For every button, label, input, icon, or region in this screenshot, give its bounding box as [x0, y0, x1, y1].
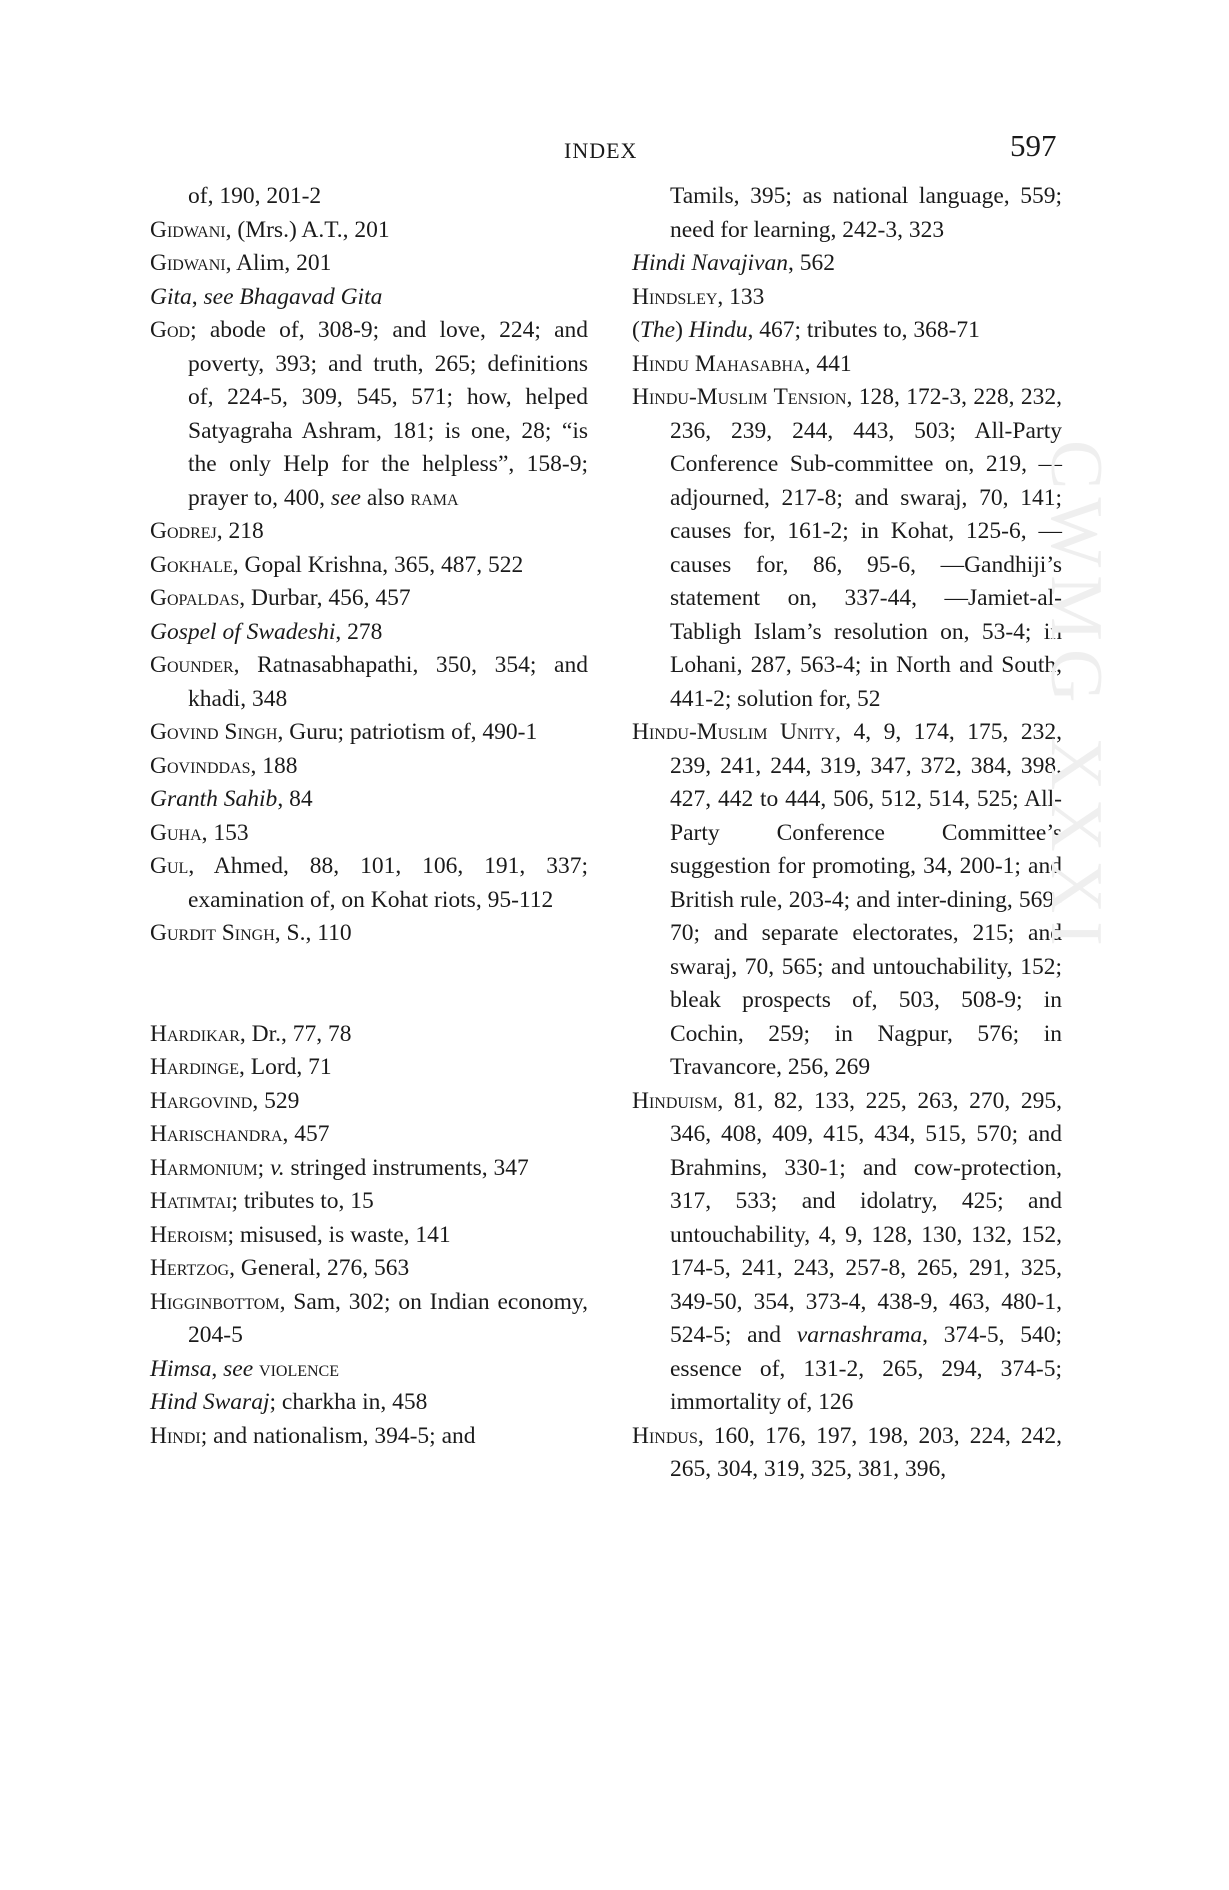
index-entry: [150, 582, 588, 616]
entry-heading: Gounder: [150, 652, 234, 678]
entry-italic: Himsa: [150, 1355, 212, 1382]
entry-heading: Harischandra: [150, 1121, 283, 1147]
entry-italic: see: [330, 484, 361, 511]
entry-text: , 4, 9, 174, 175, 232, 239, 241, 244, 319, 347, 372, 384, 398, 427, 442 to 444, 506, 512, 514, 525; All-Party Conference Committee’s suggestion for promoting, 34, 200-1; and British rule, 203-4; and inter-dining, 569-70; and separate electorates, 215; and swaraj, 70, 565; and untouchability, 152; bleak prospects of, 503, 508-9; in Cochin, 259; in Nagpur, 576; in Travancore, 256, 269: [670, 719, 1062, 1080]
entry-text: , Gopal Krishna, 365, 487, 522: [232, 551, 524, 578]
index-entry: [150, 1219, 588, 1253]
entry-text: , 374-5, 540; essence of, 131-2, 265, 294, 374-5; immortality of, 126: [670, 1322, 1062, 1415]
index-entry: [150, 1118, 588, 1152]
entry-italic: Hind Swaraj: [150, 1389, 270, 1415]
entry-text: ;: [257, 1154, 271, 1181]
index-entry: [632, 180, 1062, 247]
entry-text: , 278: [335, 618, 383, 645]
entry-text: , Durbar, 456, 457: [239, 585, 411, 611]
entry-heading: rama: [410, 484, 459, 511]
entry-heading: Hindu Mahasabha: [632, 350, 805, 377]
index-entry: [150, 1018, 588, 1052]
index-entry: [150, 1286, 588, 1353]
entry-heading: Govinddas: [150, 752, 251, 779]
entry-italic: Granth Sahib: [150, 786, 278, 812]
entry-heading: Hardikar: [150, 1020, 240, 1047]
entry-heading: God: [150, 317, 191, 343]
index-entry: [150, 1386, 588, 1420]
index-entry: [632, 1420, 1062, 1487]
index-entry: [150, 1051, 588, 1085]
entry-text: ; abode of, 308-9; and love, 224; and poverty, 393; and truth, 265; definitions of, 224-5, 309, 545, 571; how, helped Satyagraha Ashram, 181; is one, 28; “is the only Help for the helpless”, 158-9; prayer to, 400,: [188, 317, 588, 511]
index-entry: [632, 348, 1062, 382]
index-entry: [150, 314, 588, 515]
entry-text: , 84: [277, 786, 313, 812]
index-entry: [150, 1252, 588, 1286]
entry-text: , General, 276, 563: [229, 1255, 410, 1281]
entry-heading: Hindus: [632, 1422, 698, 1449]
entry-text: , 441: [804, 350, 852, 377]
section-gap: [150, 951, 588, 1018]
entry-text: (: [632, 317, 640, 343]
index-entry: [150, 214, 588, 248]
page-header: [0, 128, 1229, 168]
index-entry: [632, 314, 1062, 348]
page-number: 597: [1010, 128, 1057, 163]
entry-text: , 218: [216, 518, 264, 544]
entry-text: , Alim, 201: [225, 250, 332, 276]
entry-heading: Harmonium: [150, 1154, 258, 1181]
entry-italic: see: [223, 1355, 254, 1382]
entry-text: , (Mrs.) A.T., 201: [225, 216, 390, 243]
index-entry: [150, 783, 588, 817]
entry-text: , S., 110: [274, 920, 352, 946]
entry-italic: Hindu: [688, 317, 748, 343]
entry-text: ; misused, is waste, 141: [227, 1221, 451, 1248]
left-column: [150, 180, 588, 1453]
entry-heading: Higginbottom: [150, 1288, 280, 1315]
entry-text: of, 190, 201-2: [188, 183, 322, 209]
watermark: CWMG XXXI: [1035, 440, 1117, 954]
entry-heading: Gidwani: [150, 250, 226, 276]
index-entry: [150, 1152, 588, 1186]
entry-text: , 128, 172-3, 228, 232, 236, 239, 244, 443, 503; All-Party Conference Sub-committee on, 219, —adjourned, 217-8; and swaraj, 70, 141; causes for, 161-2; in Kohat, 125-6, —causes for, 86, 95-6, —Gandhiji’s statement on, 337-44, —Jamiet-al-Tabligh Islam’s resolution on, 53-4; in Lohani, 287, 563-4; in North and South, 441-2; solution for, 52: [670, 384, 1063, 712]
entry-heading: Govind Singh: [150, 719, 278, 745]
entry-text: , 562: [788, 250, 835, 276]
running-title: INDEX: [564, 138, 638, 163]
entry-text: , Ahmed, 88, 101, 106, 191, 337; examination of, on Kohat riots, 95-112: [188, 853, 588, 913]
entry-text: , Ratnasabhapathi, 350, 354; and khadi, 348: [188, 652, 588, 712]
entry-text: ,: [211, 1355, 224, 1382]
entry-heading: Hindsley: [632, 283, 718, 310]
entry-heading: Hertzog: [150, 1255, 230, 1281]
index-entry: [150, 281, 588, 315]
entry-italic: The: [639, 317, 676, 343]
index-entry: [150, 1420, 588, 1454]
entry-text: also: [360, 484, 411, 511]
entry-heading: Gidwani: [150, 216, 226, 243]
entry-text: , 188: [250, 752, 298, 779]
entry-heading: violence: [259, 1355, 339, 1382]
entry-text: ): [675, 317, 689, 343]
index-entry: [632, 1085, 1062, 1420]
index-entry: [632, 381, 1062, 716]
index-entry: [150, 1353, 588, 1387]
entry-heading: Gul: [150, 853, 189, 879]
entry-heading: Hardinge: [150, 1054, 239, 1080]
entry-italic: v.: [270, 1154, 285, 1181]
index-entry: [150, 247, 588, 281]
entry-text: stringed instruments, 347: [284, 1154, 529, 1181]
entry-text: , 160, 176, 197, 198, 203, 224, 242, 265, 304, 319, 325, 381, 396,: [670, 1422, 1062, 1482]
entry-text: ; tributes to, 15: [231, 1188, 374, 1214]
index-entry: [632, 716, 1062, 1085]
entry-heading: Gurdit Singh: [150, 920, 275, 946]
index-entry: [150, 180, 588, 214]
entry-text: , Lord, 71: [238, 1054, 332, 1080]
index-entry: [150, 817, 588, 851]
entry-italic: see Bhagavad Gita: [203, 283, 383, 310]
entry-heading: Hargovind: [150, 1087, 253, 1114]
entry-text: , 467; tributes to, 368-71: [747, 317, 980, 343]
index-entry: [150, 850, 588, 917]
index-entry: [150, 917, 588, 951]
entry-heading: Gopaldas: [150, 585, 240, 611]
entry-italic: Gospel of Swadeshi: [150, 618, 336, 645]
entry-heading: Godrej: [150, 518, 217, 544]
entry-heading: Heroism: [150, 1221, 228, 1248]
entry-heading: Hindu-Muslim Tension: [632, 384, 847, 410]
entry-text: Tamils, 395; as national language, 559; need for learning, 242-3, 323: [670, 183, 1062, 243]
entry-text: , Dr., 77, 78: [239, 1020, 352, 1047]
entry-text: , 81, 82, 133, 225, 263, 270, 295, 346, 408, 409, 415, 434, 515, 570; and Brahmins, 330-1; and cow-protection, 317, 533; and idolatry, 425; and untouchability, 4, 9, 128, 130, 132, 152, 174-5, 241, 243, 257-8, 265, 291, 325, 349-50, 354, 373-4, 438-9, 463, 480-1, 524-5; and: [670, 1087, 1062, 1348]
index-entry: [150, 549, 588, 583]
entry-heading: Guha: [150, 819, 202, 846]
entry-heading: Hindu-Muslim Unity: [632, 719, 836, 745]
entry-text: , 133: [717, 283, 765, 310]
entry-text: , 153: [201, 819, 249, 846]
index-entry: [150, 616, 588, 650]
index-entry: [150, 1085, 588, 1119]
entry-italic: varnashrama: [796, 1322, 923, 1348]
entry-text: , 529: [252, 1087, 300, 1114]
entry-text: , Guru; patriotism of, 490-1: [277, 719, 538, 745]
index-entry: [632, 247, 1062, 281]
entry-text: ,: [191, 283, 204, 310]
index-entry: [150, 716, 588, 750]
entry-heading: Gokhale: [150, 551, 233, 578]
index-entry: [150, 750, 588, 784]
entry-text: ; and nationalism, 394-5; and: [200, 1422, 476, 1449]
index-entry: [150, 1185, 588, 1219]
index-entry: [150, 515, 588, 549]
entry-heading: Hindi: [150, 1422, 201, 1449]
entry-text: ; charkha in, 458: [269, 1389, 428, 1415]
index-entry: [632, 281, 1062, 315]
entry-italic: Gita: [150, 283, 192, 310]
index-entry: [150, 649, 588, 716]
right-column: [632, 180, 1062, 1487]
entry-text: , Sam, 302; on Indian economy, 204-5: [188, 1288, 588, 1348]
entry-heading: Hatimtai: [150, 1188, 232, 1214]
entry-italic: Hindi Navajivan: [632, 250, 788, 276]
entry-text: , 457: [282, 1121, 330, 1147]
entry-heading: Hinduism: [632, 1087, 718, 1114]
